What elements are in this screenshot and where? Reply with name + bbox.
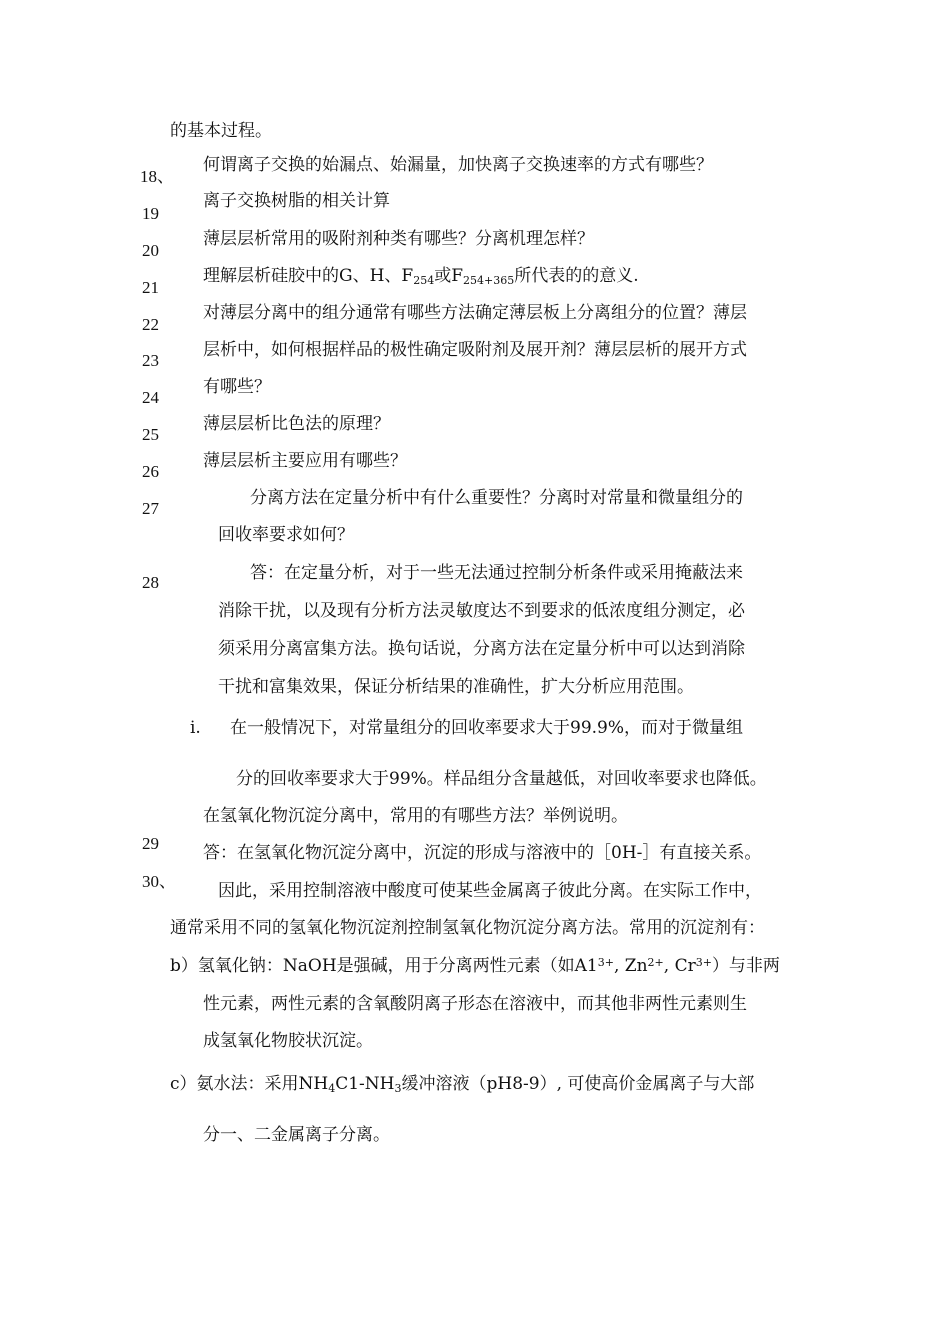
question-21-text-a: 理解层析硅胶中的G、H、F: [203, 266, 414, 286]
line-number-21: 21: [142, 278, 159, 297]
question-27-line-2: 回收率要求如何？: [218, 525, 354, 545]
item-c-line-1: [170, 1076, 754, 1093]
item-b-line-1: [170, 958, 780, 975]
item-b-text-a: b）氢氧化钠：NaOH是强碱，用于分离两性元素（如A1: [170, 956, 598, 976]
item-c-text-b: C1-NH: [335, 1074, 395, 1094]
item-b-line-2: 性元素，两性元素的含氧酸阴离子形态在溶液中，而其他非两性元素则生: [203, 994, 747, 1014]
item-c-sub-1: 4: [328, 1082, 336, 1095]
intro-line: 的基本过程。: [170, 121, 272, 141]
line-number-28: 28: [142, 573, 159, 592]
line-number-24: 24: [142, 388, 159, 407]
answer-30-line-3: 通常采用不同的氢氧化物沉淀剂控制氢氧化物沉淀分离方法。常用的沉淀剂有：: [170, 918, 765, 938]
answer-28-line-3: 须采用分离富集方法。换句话说，分离方法在定量分析中可以达到消除: [218, 639, 745, 659]
item-c-line-2: 分一、二金属离子分离。: [203, 1125, 390, 1145]
item-b-line-3: 成氢氧化物胶状沉淀。: [203, 1031, 373, 1051]
item-i-marker: i.: [190, 718, 201, 738]
item-b-text-b: , Zn: [613, 956, 648, 976]
line-number-29: 29: [142, 834, 159, 853]
item-c-text-c: 缓冲溶液（pH8-9）, 可使高价金属离子与大部: [401, 1074, 755, 1094]
line-number-22: 22: [142, 315, 159, 334]
answer-28-line-4: 干扰和富集效果，保证分析结果的准确性，扩大分析应用范围。: [218, 677, 694, 697]
item-b-sup-2: 2+: [647, 956, 664, 969]
line-number-27: 27: [142, 499, 159, 518]
line-number-23: 23: [142, 351, 159, 370]
line-number-30: 30、: [142, 872, 176, 891]
question-21-sub-2: 254+365: [463, 274, 515, 287]
line-number-26: 26: [142, 462, 159, 481]
question-21-sub-1: 254: [413, 274, 435, 287]
question-27-line-1: 分离方法在定量分析中有什么重要性？分离时对常量和微量组分的: [250, 488, 743, 508]
question-22-line-1: 对薄层分离中的组分通常有哪些方法确定薄层板上分离组分的位置？薄层: [203, 303, 747, 323]
question-18: 何谓离子交换的始漏点、始漏量，加快离子交换速率的方式有哪些？: [203, 155, 713, 175]
line-number-18: 18、: [140, 167, 174, 186]
item-b-text-c: , Cr: [663, 956, 696, 976]
line-number-25: 25: [142, 425, 159, 444]
item-i-line-2: 分的回收率要求大于99%。样品组分含量越低，对回收率要求也降低。: [236, 769, 767, 789]
answer-30-line-1: 答：在氢氧化物沉淀分离中，沉淀的形成与溶液中的［0H-］有直接关系。: [203, 843, 762, 863]
question-21-text-b: 或F: [434, 266, 463, 286]
question-25: 薄层层析比色法的原理？: [203, 414, 390, 434]
line-number-20: 20: [142, 241, 159, 260]
line-number-19: 19: [142, 204, 159, 223]
question-20: 薄层层析常用的吸附剂种类有哪些？分离机理怎样？: [203, 229, 594, 249]
question-22-line-2: 层析中，如何根据样品的极性确定吸附剂及展开剂？薄层层析的展开方式: [203, 340, 747, 360]
question-22-line-3: 有哪些？: [203, 377, 271, 397]
item-b-text-d: ）与非两: [711, 956, 780, 976]
answer-28-line-1: 答：在定量分析，对于一些无法通过控制分析条件或采用掩蔽法来: [250, 563, 743, 583]
question-21: [203, 268, 639, 285]
question-21-text-c: 所代表的的意义.: [514, 266, 639, 286]
answer-30-line-2: 因此，采用控制溶液中酸度可使某些金属离子彼此分离。在实际工作中，: [218, 881, 762, 901]
item-i-line-1: 在一般情况下，对常量组分的回收率要求大于99.9%，而对于微量组: [230, 718, 744, 738]
item-c-sub-2: 3: [394, 1082, 402, 1095]
question-26: 薄层层析主要应用有哪些？: [203, 451, 407, 471]
item-b-sup-1: 3+: [597, 956, 614, 969]
question-19: 离子交换树脂的相关计算: [203, 191, 390, 211]
answer-28-line-2: 消除干扰，以及现有分析方法灵敏度达不到要求的低浓度组分测定，必: [218, 601, 745, 621]
question-29: 在氢氧化物沉淀分离中，常用的有哪些方法？举例说明。: [203, 806, 628, 826]
item-c-text-a: c）氨水法：采用NH: [170, 1074, 329, 1094]
item-b-sup-3: 3+: [695, 956, 712, 969]
